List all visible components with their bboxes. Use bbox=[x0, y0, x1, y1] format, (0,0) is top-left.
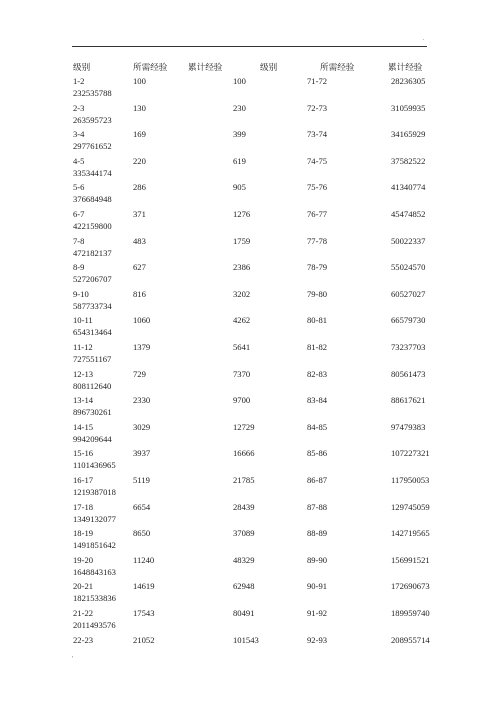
level-2-cell: 77-78 bbox=[307, 235, 328, 246]
total-2-cell: 587733734 bbox=[73, 300, 112, 311]
need-2-cell: 66579730 bbox=[391, 315, 426, 326]
table-row bbox=[0, 103, 500, 130]
corner-mark-top: . bbox=[423, 36, 425, 42]
total-cell: 3202 bbox=[233, 288, 251, 299]
table-row bbox=[0, 555, 500, 582]
header-rule bbox=[72, 46, 427, 47]
header-need: 所需经验 bbox=[133, 62, 168, 72]
table-row bbox=[0, 608, 500, 635]
need-cell: 169 bbox=[133, 129, 146, 140]
need-cell: 6654 bbox=[133, 501, 151, 512]
need-2-cell: 73237703 bbox=[391, 342, 426, 352]
level-cell: 21-22 bbox=[73, 608, 94, 618]
level-cell: 9-10 bbox=[73, 288, 89, 299]
need-2-cell: 208955714 bbox=[391, 634, 430, 645]
total-2-cell: 422159800 bbox=[73, 221, 112, 231]
need-2-cell: 189959740 bbox=[391, 608, 430, 618]
level-cell: 15-16 bbox=[73, 448, 94, 459]
level-cell: 4-5 bbox=[73, 155, 85, 166]
total-2-cell: 472182137 bbox=[73, 247, 112, 258]
need-cell: 1379 bbox=[133, 342, 151, 352]
total-2-cell: 527206707 bbox=[73, 274, 112, 285]
level-2-cell: 91-92 bbox=[307, 608, 328, 618]
total-cell: 905 bbox=[233, 182, 246, 193]
level-cell: 16-17 bbox=[73, 475, 94, 485]
level-2-cell: 80-81 bbox=[307, 315, 328, 326]
level-2-cell: 87-88 bbox=[307, 501, 328, 512]
header-level: 级别 bbox=[73, 62, 91, 72]
need-cell: 11240 bbox=[133, 554, 155, 565]
total-cell: 62948 bbox=[233, 581, 255, 592]
level-2-cell: 76-77 bbox=[307, 209, 328, 219]
need-2-cell: 107227321 bbox=[391, 448, 430, 459]
level-cell: 11-12 bbox=[73, 342, 93, 352]
total-2-cell: 232535788 bbox=[73, 88, 112, 98]
table-row bbox=[0, 448, 500, 475]
table-row bbox=[0, 315, 500, 342]
total-cell: 1759 bbox=[233, 235, 251, 246]
total-2-cell: 335344174 bbox=[73, 167, 112, 178]
need-2-cell: 88617621 bbox=[391, 395, 426, 406]
total-cell: 230 bbox=[233, 102, 246, 113]
need-cell: 21052 bbox=[133, 634, 155, 645]
level-2-cell: 81-82 bbox=[307, 342, 328, 352]
need-2-cell: 50022337 bbox=[391, 235, 426, 246]
need-2-cell: 28236305 bbox=[391, 76, 426, 86]
level-cell: 10-11 bbox=[73, 315, 93, 326]
need-cell: 286 bbox=[133, 182, 146, 193]
need-cell: 220 bbox=[133, 155, 146, 166]
table-row bbox=[0, 342, 500, 369]
level-2-cell: 85-86 bbox=[307, 448, 328, 459]
level-2-cell: 90-91 bbox=[307, 581, 328, 592]
need-2-cell: 80561473 bbox=[391, 368, 426, 379]
need-cell: 1060 bbox=[133, 315, 151, 326]
header-total-2: 累计经验 bbox=[388, 62, 423, 72]
need-cell: 17543 bbox=[133, 608, 155, 618]
level-cell: 1-2 bbox=[73, 76, 85, 86]
total-2-cell: 2011493576 bbox=[73, 620, 116, 630]
need-cell: 130 bbox=[133, 102, 146, 113]
total-cell: 1276 bbox=[233, 209, 251, 219]
table-row bbox=[0, 528, 500, 555]
need-cell: 5119 bbox=[133, 475, 150, 485]
need-cell: 100 bbox=[133, 76, 146, 86]
level-cell: 17-18 bbox=[73, 501, 94, 512]
need-2-cell: 142719565 bbox=[391, 528, 430, 539]
total-2-cell: 727551167 bbox=[73, 354, 112, 364]
level-cell: 2-3 bbox=[73, 102, 85, 113]
table-row bbox=[0, 129, 500, 156]
level-2-cell: 92-93 bbox=[307, 634, 328, 645]
total-2-cell: 1821533836 bbox=[73, 593, 116, 604]
need-2-cell: 117950053 bbox=[391, 475, 430, 485]
level-2-cell: 82-83 bbox=[307, 368, 328, 379]
level-2-cell: 72-73 bbox=[307, 102, 328, 113]
level-cell: 3-4 bbox=[73, 129, 85, 140]
need-2-cell: 97479383 bbox=[391, 421, 426, 432]
level-2-cell: 74-75 bbox=[307, 155, 328, 166]
level-2-cell: 79-80 bbox=[307, 288, 328, 299]
total-2-cell: 263595723 bbox=[73, 114, 112, 125]
table-row bbox=[0, 236, 500, 263]
total-2-cell: 297761652 bbox=[73, 141, 112, 152]
need-2-cell: 129745059 bbox=[391, 501, 430, 512]
table-row bbox=[0, 581, 500, 608]
level-2-cell: 75-76 bbox=[307, 182, 328, 193]
need-2-cell: 55024570 bbox=[391, 262, 426, 273]
need-cell: 483 bbox=[133, 235, 146, 246]
level-cell: 14-15 bbox=[73, 421, 94, 432]
need-cell: 816 bbox=[133, 288, 146, 299]
table-row bbox=[0, 289, 500, 316]
level-cell: 12-13 bbox=[73, 368, 94, 379]
table-header bbox=[0, 61, 500, 73]
total-cell: 21785 bbox=[233, 475, 255, 485]
total-2-cell: 994209644 bbox=[73, 433, 112, 444]
level-2-cell: 89-90 bbox=[307, 554, 328, 565]
total-cell: 7370 bbox=[233, 368, 251, 379]
total-cell: 28439 bbox=[233, 501, 255, 512]
need-2-cell: 31059935 bbox=[391, 102, 426, 113]
total-cell: 4262 bbox=[233, 315, 251, 326]
table-row bbox=[0, 76, 500, 103]
level-cell: 6-7 bbox=[73, 209, 85, 219]
total-cell: 2386 bbox=[233, 262, 251, 273]
table-row bbox=[0, 502, 500, 529]
total-cell: 101543 bbox=[233, 634, 259, 645]
header-level-2: 级别 bbox=[260, 62, 278, 72]
level-2-cell: 78-79 bbox=[307, 262, 328, 273]
total-2-cell: 1648843163 bbox=[73, 566, 116, 577]
total-cell: 5641 bbox=[233, 342, 251, 352]
need-cell: 627 bbox=[133, 262, 146, 273]
need-cell: 729 bbox=[133, 368, 146, 379]
level-cell: 8-9 bbox=[73, 262, 85, 273]
total-cell: 48329 bbox=[233, 554, 255, 565]
level-2-cell: 86-87 bbox=[307, 475, 328, 485]
table-row bbox=[0, 395, 500, 422]
total-cell: 399 bbox=[233, 129, 246, 140]
need-2-cell: 37582522 bbox=[391, 155, 426, 166]
level-2-cell: 84-85 bbox=[307, 421, 328, 432]
level-2-cell: 73-74 bbox=[307, 129, 328, 140]
total-2-cell: 1101436965 bbox=[73, 460, 116, 471]
level-cell: 18-19 bbox=[73, 528, 94, 539]
table-row bbox=[0, 422, 500, 449]
need-cell: 371 bbox=[133, 209, 146, 219]
table-row bbox=[0, 182, 500, 209]
total-cell: 37089 bbox=[233, 528, 255, 539]
level-cell: 19-20 bbox=[73, 554, 94, 565]
level-2-cell: 88-89 bbox=[307, 528, 328, 539]
need-2-cell: 41340774 bbox=[391, 182, 426, 193]
total-2-cell: 654313464 bbox=[73, 327, 112, 338]
need-2-cell: 60527027 bbox=[391, 288, 426, 299]
header-need-2: 所需经验 bbox=[320, 62, 355, 72]
need-cell: 3029 bbox=[133, 421, 151, 432]
table-row bbox=[0, 156, 500, 183]
total-cell: 100 bbox=[233, 76, 246, 86]
total-2-cell: 376684948 bbox=[73, 194, 112, 205]
level-2-cell: 83-84 bbox=[307, 395, 328, 406]
total-2-cell: 808112640 bbox=[73, 380, 112, 391]
table-row bbox=[0, 369, 500, 396]
level-cell: 13-14 bbox=[73, 395, 94, 406]
total-cell: 80491 bbox=[233, 608, 255, 618]
total-2-cell: 1219387018 bbox=[73, 487, 116, 497]
total-cell: 619 bbox=[233, 155, 246, 166]
header-total: 累计经验 bbox=[188, 62, 223, 72]
total-2-cell: 1491851642 bbox=[73, 540, 116, 551]
need-2-cell: 34165929 bbox=[391, 129, 426, 140]
need-cell: 8650 bbox=[133, 528, 151, 539]
need-2-cell: 156991521 bbox=[391, 554, 430, 565]
need-cell: 3937 bbox=[133, 448, 151, 459]
need-2-cell: 45474852 bbox=[391, 209, 426, 219]
level-cell: 22-23 bbox=[73, 634, 94, 645]
table-row bbox=[0, 209, 500, 236]
need-cell: 2330 bbox=[133, 395, 151, 406]
total-2-cell: 896730261 bbox=[73, 407, 112, 418]
need-cell: 14619 bbox=[133, 581, 155, 592]
level-cell: 7-8 bbox=[73, 235, 85, 246]
corner-mark-bottom: ' bbox=[72, 656, 74, 662]
total-cell: 9700 bbox=[233, 395, 251, 406]
level-cell: 5-6 bbox=[73, 182, 85, 193]
level-cell: 20-21 bbox=[73, 581, 94, 592]
table-row bbox=[0, 262, 500, 289]
table-row bbox=[0, 475, 500, 502]
total-cell: 12729 bbox=[233, 421, 255, 432]
need-2-cell: 172690673 bbox=[391, 581, 430, 592]
level-2-cell: 71-72 bbox=[307, 76, 328, 86]
total-2-cell: 1349132077 bbox=[73, 513, 116, 524]
total-cell: 16666 bbox=[233, 448, 255, 459]
table-row bbox=[0, 635, 500, 662]
